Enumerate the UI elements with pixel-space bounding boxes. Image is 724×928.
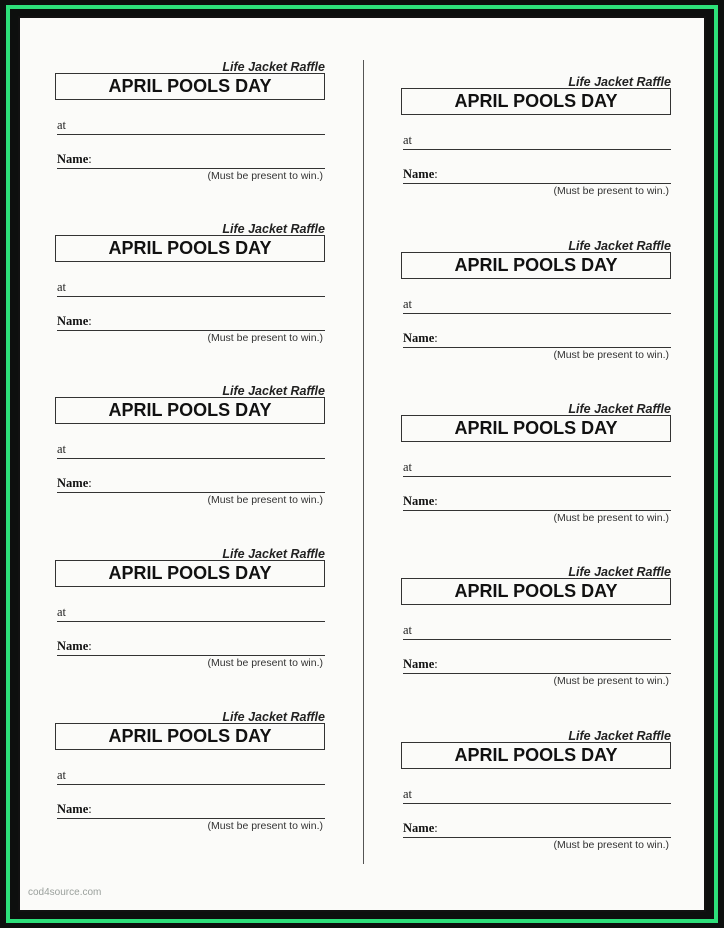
raffle-ticket [401,239,691,369]
ticket-header: Life Jacket Raffle [568,565,671,579]
ticket-title-box [401,742,671,769]
ticket-title-box [401,88,671,115]
ticket-title: APRIL POOLS DAY [454,418,618,438]
name-line [403,331,671,348]
ticket-header: Life Jacket Raffle [222,547,325,561]
ticket-title: APRIL POOLS DAY [108,726,272,746]
ticket-header: Life Jacket Raffle [222,60,325,74]
raffle-ticket-sheet [18,16,706,912]
ticket-title: APRIL POOLS DAY [454,91,618,111]
ticket-title-box [55,73,325,100]
ticket-title: APRIL POOLS DAY [454,745,618,765]
name-line [403,657,671,674]
name-label: Name [57,639,89,653]
raffle-ticket [55,710,345,840]
at-label: at [57,118,67,132]
name-line [57,802,325,819]
name-line [57,314,325,331]
ticket-header: Life Jacket Raffle [568,75,671,89]
raffle-ticket [401,402,691,532]
presence-note: (Must be present to win.) [207,657,323,669]
name-label: Name [403,167,435,181]
at-line [403,460,671,477]
name-label: Name [403,494,435,508]
ticket-header: Life Jacket Raffle [568,729,671,743]
name-colon: : [88,152,92,166]
name-colon: : [434,167,438,181]
at-line [57,280,325,297]
name-label: Name [403,657,435,671]
raffle-ticket [401,75,691,205]
ticket-title: APRIL POOLS DAY [108,76,272,96]
name-line [57,639,325,656]
ticket-header: Life Jacket Raffle [568,402,671,416]
at-line [403,133,671,150]
presence-note: (Must be present to win.) [553,512,669,524]
column-divider [363,60,364,864]
ticket-title: APRIL POOLS DAY [454,581,618,601]
raffle-ticket [401,565,691,695]
at-line [57,768,325,785]
at-label: at [403,297,413,311]
presence-note: (Must be present to win.) [207,494,323,506]
at-line [57,442,325,459]
name-label: Name [57,802,89,816]
name-label: Name [57,476,89,490]
raffle-ticket [55,384,345,514]
ticket-title: APRIL POOLS DAY [454,255,618,275]
at-line [57,118,325,135]
name-colon: : [88,639,92,653]
name-line [403,494,671,511]
name-colon: : [88,802,92,816]
name-label: Name [403,821,435,835]
ticket-title-box [55,235,325,262]
name-colon: : [434,821,438,835]
ticket-title: APRIL POOLS DAY [108,238,272,258]
ticket-header: Life Jacket Raffle [222,222,325,236]
name-line [57,476,325,493]
ticket-title-box [401,415,671,442]
name-colon: : [88,476,92,490]
presence-note: (Must be present to win.) [553,349,669,361]
ticket-title-box [401,252,671,279]
at-label: at [57,768,67,782]
ticket-title: APRIL POOLS DAY [108,563,272,583]
name-line [403,821,671,838]
at-label: at [403,133,413,147]
ticket-title-box [55,723,325,750]
name-label: Name [57,152,89,166]
presence-note: (Must be present to win.) [553,675,669,687]
name-colon: : [434,494,438,508]
at-label: at [57,280,67,294]
at-label: at [57,605,67,619]
name-colon: : [434,657,438,671]
ticket-title-box [55,397,325,424]
ticket-title: APRIL POOLS DAY [108,400,272,420]
watermark-text: cod4source.com [28,887,102,898]
at-line [57,605,325,622]
name-colon: : [88,314,92,328]
presence-note: (Must be present to win.) [207,332,323,344]
at-label: at [403,787,413,801]
at-line [403,297,671,314]
ticket-header: Life Jacket Raffle [568,239,671,253]
raffle-ticket [55,222,345,352]
name-line [57,152,325,169]
raffle-ticket [401,729,691,859]
at-label: at [403,623,413,637]
ticket-title-box [401,578,671,605]
ticket-title-box [55,560,325,587]
raffle-ticket [55,60,345,190]
presence-note: (Must be present to win.) [553,185,669,197]
presence-note: (Must be present to win.) [207,820,323,832]
at-label: at [403,460,413,474]
name-line [403,167,671,184]
name-label: Name [57,314,89,328]
ticket-header: Life Jacket Raffle [222,384,325,398]
at-label: at [57,442,67,456]
presence-note: (Must be present to win.) [207,170,323,182]
ticket-header: Life Jacket Raffle [222,710,325,724]
raffle-ticket [55,547,345,677]
presence-note: (Must be present to win.) [553,839,669,851]
at-line [403,787,671,804]
name-label: Name [403,331,435,345]
at-line [403,623,671,640]
name-colon: : [434,331,438,345]
